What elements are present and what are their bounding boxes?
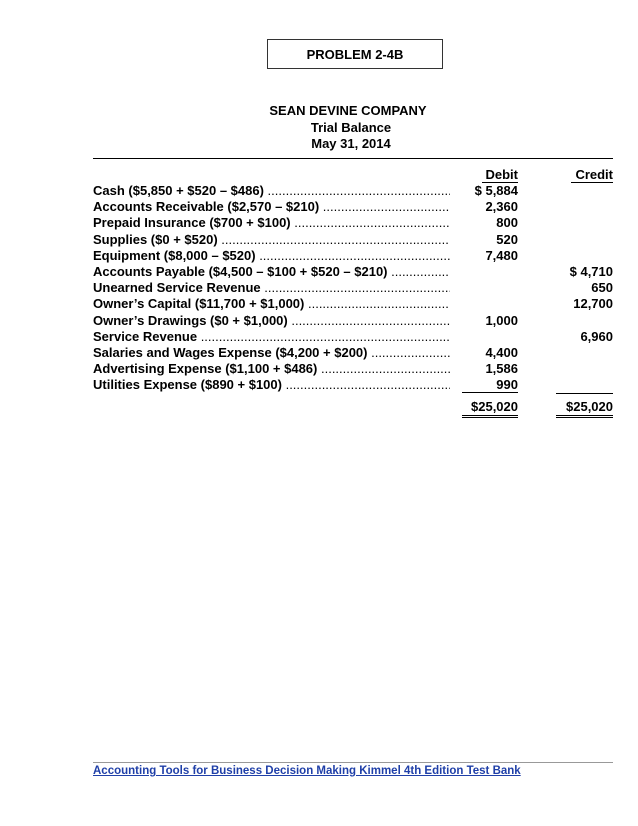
credit-amount: 650 xyxy=(591,280,613,296)
problem-label-box xyxy=(267,39,443,69)
debit-amount: 1,586 xyxy=(485,361,518,377)
table-row xyxy=(93,264,613,280)
debit-total: $25,020 xyxy=(462,399,518,418)
table-row xyxy=(93,313,613,329)
table-row xyxy=(93,280,613,296)
credit-amount: 6,960 xyxy=(580,328,613,344)
credit-amount xyxy=(556,377,613,394)
table-row xyxy=(93,248,613,264)
account-name: Accounts Payable ($4,500 – $100 + $520 – $210) ..... xyxy=(93,264,450,280)
account-name: Owner’s Capital ($11,700 + $1,000) ..... xyxy=(93,296,450,312)
account-name: Accounts Receivable ($2,570 – $210) ..... xyxy=(93,199,450,215)
table-row xyxy=(93,199,613,215)
statement-title: Trial Balance xyxy=(310,120,392,135)
table-row xyxy=(93,345,613,361)
debit-amount: 2,360 xyxy=(485,199,518,215)
credit-amount-underlined xyxy=(556,377,613,394)
account-name: Utilities Expense ($890 + $100) ..... xyxy=(93,377,450,393)
debit-amount: 7,480 xyxy=(485,247,518,263)
account-name: Owner’s Drawings ($0 + $1,000) ..... xyxy=(93,313,450,329)
account-name: Salaries and Wages Expense ($4,200 + $200) ..... xyxy=(93,345,450,361)
account-name: Unearned Service Revenue ..... xyxy=(93,280,450,296)
table-row xyxy=(93,183,613,199)
debit-amount: 800 xyxy=(496,215,518,231)
table-row xyxy=(93,329,613,345)
trial-balance-rows xyxy=(93,183,613,393)
credit-amount: 12,700 xyxy=(573,296,613,312)
debit-amount: 1,000 xyxy=(485,312,518,328)
debit-amount-underlined: 990 xyxy=(462,377,518,393)
credit-total: $25,020 xyxy=(556,399,613,418)
table-row xyxy=(93,232,613,248)
debit-amount: 4,400 xyxy=(485,344,518,360)
debit-amount: $ 5,884 xyxy=(474,183,518,198)
header-rule xyxy=(93,158,613,159)
table-row xyxy=(93,377,613,393)
company-name: SEAN DEVINE COMPANY xyxy=(269,103,427,118)
credit-amount: $ 4,710 xyxy=(569,263,613,279)
credit-column-header: Credit xyxy=(556,167,613,183)
table-row xyxy=(93,215,613,231)
account-name: Supplies ($0 + $520) ..... xyxy=(93,232,450,248)
table-row xyxy=(93,296,613,312)
account-name: Advertising Expense ($1,100 + $486) ..... xyxy=(93,361,450,377)
footer-rule xyxy=(93,762,613,763)
debit-column-header: Debit xyxy=(462,167,518,183)
account-name: Service Revenue ..... xyxy=(93,329,450,345)
debit-amount: 520 xyxy=(496,231,518,247)
footer-test-bank-link[interactable]: Accounting Tools for Business Decision Making Kimmel 4th Edition Test Bank xyxy=(93,765,521,777)
statement-date: May 31, 2014 xyxy=(311,136,391,151)
account-name: Cash ($5,850 + $520 – $486) ..... xyxy=(93,183,450,199)
problem-label: PROBLEM 2-4B xyxy=(306,46,404,62)
table-row xyxy=(93,361,613,377)
account-name: Equipment ($8,000 – $520) ..... xyxy=(93,248,450,264)
debit-amount xyxy=(462,377,518,393)
account-name: Prepaid Insurance ($700 + $100) ..... xyxy=(93,215,450,231)
